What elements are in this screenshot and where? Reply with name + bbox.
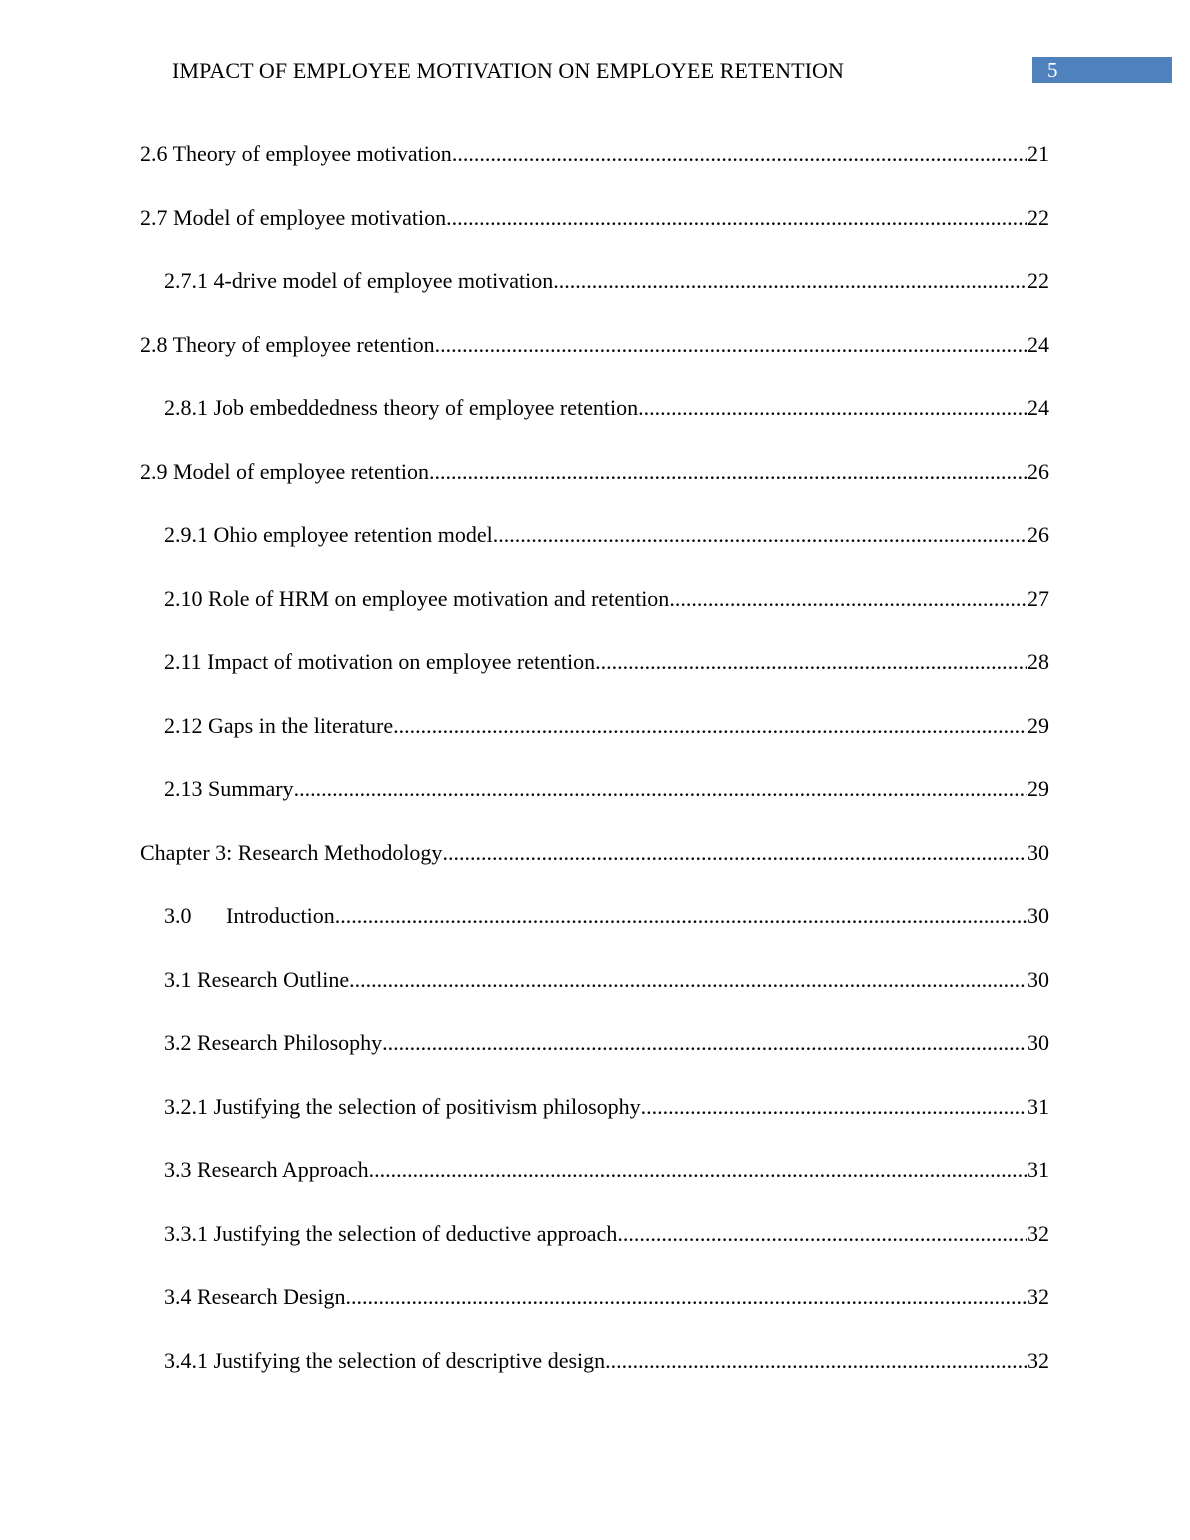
toc-entry-page-number: 30 xyxy=(1027,967,1049,992)
toc-dot-leader xyxy=(595,647,1027,677)
toc-entry-label: 2.8.1 Job embeddedness theory of employee retention xyxy=(164,395,639,420)
toc-entry-page-number: 22 xyxy=(1027,205,1049,230)
toc-dot-leader xyxy=(429,457,1027,487)
toc-entry-page-number: 31 xyxy=(1027,1094,1049,1119)
toc-dot-leader xyxy=(605,1346,1027,1376)
page-number-badge: 5 xyxy=(1032,57,1172,83)
toc-entry[interactable] xyxy=(164,1219,1049,1249)
toc-entry[interactable] xyxy=(164,965,1049,995)
toc-entry[interactable] xyxy=(140,838,1049,868)
toc-dot-leader xyxy=(435,330,1027,360)
toc-entry-label: 3.4 Research Design xyxy=(164,1284,346,1309)
toc-entry[interactable] xyxy=(164,711,1049,741)
toc-entry-label xyxy=(164,901,335,931)
toc-entry-label: 2.7.1 4-drive model of employee motivation xyxy=(164,268,554,293)
toc-entry-page-number: 27 xyxy=(1027,586,1049,611)
toc-dot-leader xyxy=(617,1219,1027,1249)
toc-entry-label: 3.1 Research Outline xyxy=(164,967,350,992)
toc-dot-leader xyxy=(345,1282,1027,1312)
toc-entry-page-number: 29 xyxy=(1027,713,1049,738)
toc-entry[interactable] xyxy=(164,1282,1049,1312)
toc-entry[interactable] xyxy=(164,584,1049,614)
toc-entry-page-number: 30 xyxy=(1027,1030,1049,1055)
toc-entry-page-number: 24 xyxy=(1027,395,1049,420)
toc-entry[interactable] xyxy=(140,203,1049,233)
toc-entry-label: 2.7 Model of employee motivation xyxy=(140,205,447,230)
toc-entry[interactable] xyxy=(164,520,1049,550)
toc-entry-label: 2.6 Theory of employee motivation xyxy=(140,141,452,166)
toc-entry-text: Introduction xyxy=(226,903,335,928)
toc-entry-page-number: 21 xyxy=(1027,141,1049,166)
toc-entry[interactable] xyxy=(164,1092,1049,1122)
toc-entry[interactable] xyxy=(164,774,1049,804)
toc-entry-label: 3.3.1 Justifying the selection of deductive approach xyxy=(164,1221,618,1246)
toc-entry-page-number: 32 xyxy=(1027,1348,1049,1373)
toc-entry[interactable] xyxy=(164,647,1049,677)
toc-entry-label: 2.9.1 Ohio employee retention model xyxy=(164,522,493,547)
toc-entry-page-number: 24 xyxy=(1027,332,1049,357)
toc-entry[interactable] xyxy=(164,1346,1049,1376)
toc-dot-leader xyxy=(446,203,1027,233)
toc-entry-label: Chapter 3: Research Methodology xyxy=(140,840,443,865)
toc-dot-leader xyxy=(349,965,1027,995)
toc-entry-page-number: 30 xyxy=(1027,903,1049,928)
toc-entry-label: 3.3 Research Approach xyxy=(164,1157,369,1182)
toc-entry-label: 3.2 Research Philosophy xyxy=(164,1030,383,1055)
toc-entry-page-number: 32 xyxy=(1027,1284,1049,1309)
toc-entry-label: 2.13 Summary xyxy=(164,776,294,801)
toc-entry[interactable] xyxy=(164,266,1049,296)
toc-dot-leader xyxy=(553,266,1027,296)
toc-entry[interactable] xyxy=(164,1028,1049,1058)
toc-entry-page-number: 28 xyxy=(1027,649,1049,674)
toc-entry-page-number: 29 xyxy=(1027,776,1049,801)
toc-entry-label: 3.4.1 Justifying the selection of descriptive design xyxy=(164,1348,606,1373)
toc-dot-leader xyxy=(638,393,1027,423)
toc-entry[interactable] xyxy=(164,393,1049,423)
toc-entry-label: 2.12 Gaps in the literature xyxy=(164,713,394,738)
toc-entry-label: 2.11 Impact of motivation on employee retention xyxy=(164,649,596,674)
toc-dot-leader xyxy=(382,1028,1027,1058)
toc-dot-leader xyxy=(294,774,1027,804)
toc-entry-page-number: 26 xyxy=(1027,522,1049,547)
toc-dot-leader xyxy=(393,711,1027,741)
toc-entry[interactable] xyxy=(164,1155,1049,1185)
toc-entry-page-number: 22 xyxy=(1027,268,1049,293)
toc-dot-leader xyxy=(493,520,1027,550)
toc-entry-number: 3.0 xyxy=(164,903,192,928)
toc-entry[interactable] xyxy=(164,901,1049,931)
toc-entry-page-number: 26 xyxy=(1027,459,1049,484)
toc-entry[interactable] xyxy=(140,330,1049,360)
toc-entry[interactable] xyxy=(140,139,1049,169)
toc-entry-label: 2.8 Theory of employee retention xyxy=(140,332,435,357)
toc-dot-leader xyxy=(369,1155,1027,1185)
toc-entry-label: 2.10 Role of HRM on employee motivation and retention xyxy=(164,586,670,611)
running-head-title: IMPACT OF EMPLOYEE MOTIVATION ON EMPLOYEE RETENTION xyxy=(172,58,845,83)
toc-dot-leader xyxy=(641,1092,1027,1122)
toc-dot-leader xyxy=(669,584,1027,614)
toc-dot-leader xyxy=(335,901,1027,931)
toc-entry-page-number: 30 xyxy=(1027,840,1049,865)
toc-entry[interactable] xyxy=(140,457,1049,487)
toc-entry-page-number: 32 xyxy=(1027,1221,1049,1246)
toc-dot-leader xyxy=(442,838,1027,868)
toc-entry-label: 2.9 Model of employee retention xyxy=(140,459,429,484)
toc-entry-label: 3.2.1 Justifying the selection of positivism philosophy xyxy=(164,1094,641,1119)
toc-dot-leader xyxy=(452,139,1027,169)
toc-entry-page-number: 31 xyxy=(1027,1157,1049,1182)
